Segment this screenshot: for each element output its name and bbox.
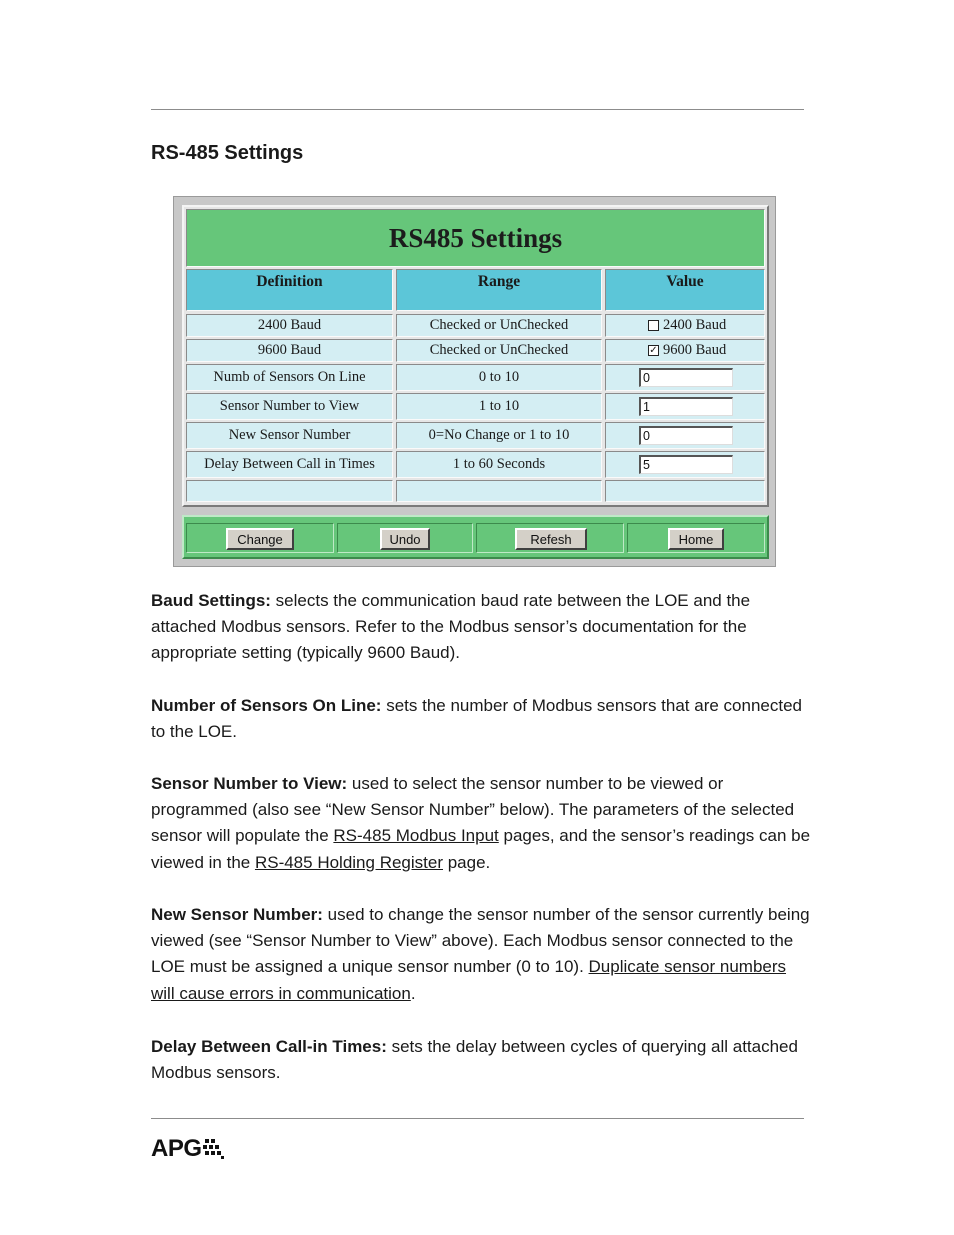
value-cell bbox=[605, 393, 765, 420]
sensor-number-view-input[interactable]: 1 bbox=[639, 397, 733, 416]
definition-cell: Sensor Number to View bbox=[186, 393, 393, 420]
baud-9600-checkbox[interactable]: ✓ bbox=[649, 345, 658, 356]
footer-rule bbox=[151, 1118, 804, 1119]
baud-2400-checkbox[interactable] bbox=[648, 320, 659, 331]
paragraph-text: used to select the sensor number to be viewed or programmed (also see “New Sensor Number” below). The parameters of the selected sensor will populate the bbox=[151, 774, 795, 846]
rs485-settings-screenshot bbox=[173, 196, 776, 567]
definition-cell: Delay Between Call in Times bbox=[186, 451, 393, 478]
definition-cell: Numb of Sensors On Line bbox=[186, 364, 393, 391]
value-cell bbox=[605, 339, 765, 362]
paragraph-text: page. bbox=[443, 852, 491, 872]
empty-cell bbox=[186, 480, 393, 502]
paragraph-text: used to change the sensor number of the sensor currently being viewed (see “Sensor Number to View” above). Each Modbus sensor connected to the LOE must be assigned a unique sensor number (0 to 10). bbox=[151, 905, 810, 977]
button-bar bbox=[182, 515, 769, 559]
paragraph-label: Baud Settings: bbox=[151, 591, 271, 610]
checkbox-label: 9600 Baud bbox=[663, 342, 727, 358]
range-cell: 1 to 60 Seconds bbox=[396, 451, 602, 478]
empty-cell bbox=[396, 480, 602, 502]
range-cell: 0 to 10 bbox=[396, 364, 602, 391]
paragraph-text: sets the delay between cycles of querying all attached Modbus sensors. bbox=[151, 1037, 798, 1083]
settings-panel bbox=[182, 205, 769, 507]
undo-button[interactable]: Undo bbox=[380, 528, 430, 550]
paragraph-label: Sensor Number to View: bbox=[151, 774, 348, 793]
definition-cell: 2400 Baud bbox=[186, 314, 393, 337]
definition-cell: 9600 Baud bbox=[186, 339, 393, 362]
new-sensor-number-input[interactable]: 0 bbox=[639, 426, 733, 445]
holding-register-link[interactable]: RS-485 Holding Register bbox=[254, 852, 443, 872]
home-button[interactable]: Home bbox=[668, 528, 724, 550]
new-sensor-paragraph bbox=[151, 902, 811, 1007]
delay-input[interactable]: 5 bbox=[639, 455, 733, 474]
definition-cell: New Sensor Number bbox=[186, 422, 393, 449]
empty-cell bbox=[605, 480, 765, 502]
sensor-view-paragraph bbox=[151, 771, 811, 876]
range-cell: Checked or UnChecked bbox=[396, 339, 602, 362]
paragraph-label: Number of Sensors On Line: bbox=[151, 696, 382, 715]
section-title: RS-485 Settings bbox=[151, 142, 304, 164]
range-cell: Checked or UnChecked bbox=[396, 314, 602, 337]
duplicate-warning: Duplicate sensor numbers will cause errors in communication bbox=[151, 957, 787, 1003]
range-cell: 0=No Change or 1 to 10 bbox=[396, 422, 602, 449]
num-sensors-input[interactable]: 0 bbox=[639, 368, 733, 387]
change-button[interactable]: Change bbox=[226, 528, 294, 550]
paragraph-label: Delay Between Call-in Times: bbox=[151, 1037, 387, 1056]
paragraph-text: . bbox=[410, 983, 416, 1003]
num-sensors-paragraph bbox=[151, 693, 811, 745]
paragraph-text: pages, and the sensor’s readings can be viewed in the bbox=[151, 826, 811, 872]
refresh-button[interactable]: Refesh bbox=[515, 528, 587, 550]
logo-grid-icon bbox=[203, 1139, 225, 1159]
delay-paragraph bbox=[151, 1034, 811, 1086]
value-cell bbox=[605, 451, 765, 478]
settings-title: RS485 Settings bbox=[186, 209, 765, 267]
header-value: Value bbox=[605, 269, 765, 311]
header-definition: Definition bbox=[186, 269, 393, 311]
header-range: Range bbox=[396, 269, 602, 311]
value-cell bbox=[605, 422, 765, 449]
range-cell: 1 to 10 bbox=[396, 393, 602, 420]
baud-settings-paragraph bbox=[151, 588, 811, 667]
paragraph-label: New Sensor Number: bbox=[151, 905, 323, 924]
checkbox-label: 2400 Baud bbox=[663, 317, 727, 333]
header-rule bbox=[151, 109, 804, 110]
logo-text: APG bbox=[151, 1135, 202, 1162]
paragraph-text: sets the number of Modbus sensors that are connected to the LOE. bbox=[151, 696, 803, 742]
paragraph-text: selects the communication baud rate between the LOE and the attached Modbus sensors. Refer to the Modbus sensor’s documentation for the appropriate setting (typically 9600 Baud). bbox=[151, 591, 751, 663]
modbus-input-link[interactable]: RS-485 Modbus Input bbox=[333, 826, 499, 846]
value-cell bbox=[605, 364, 765, 391]
value-cell bbox=[605, 314, 765, 337]
apg-logo bbox=[151, 1137, 225, 1161]
